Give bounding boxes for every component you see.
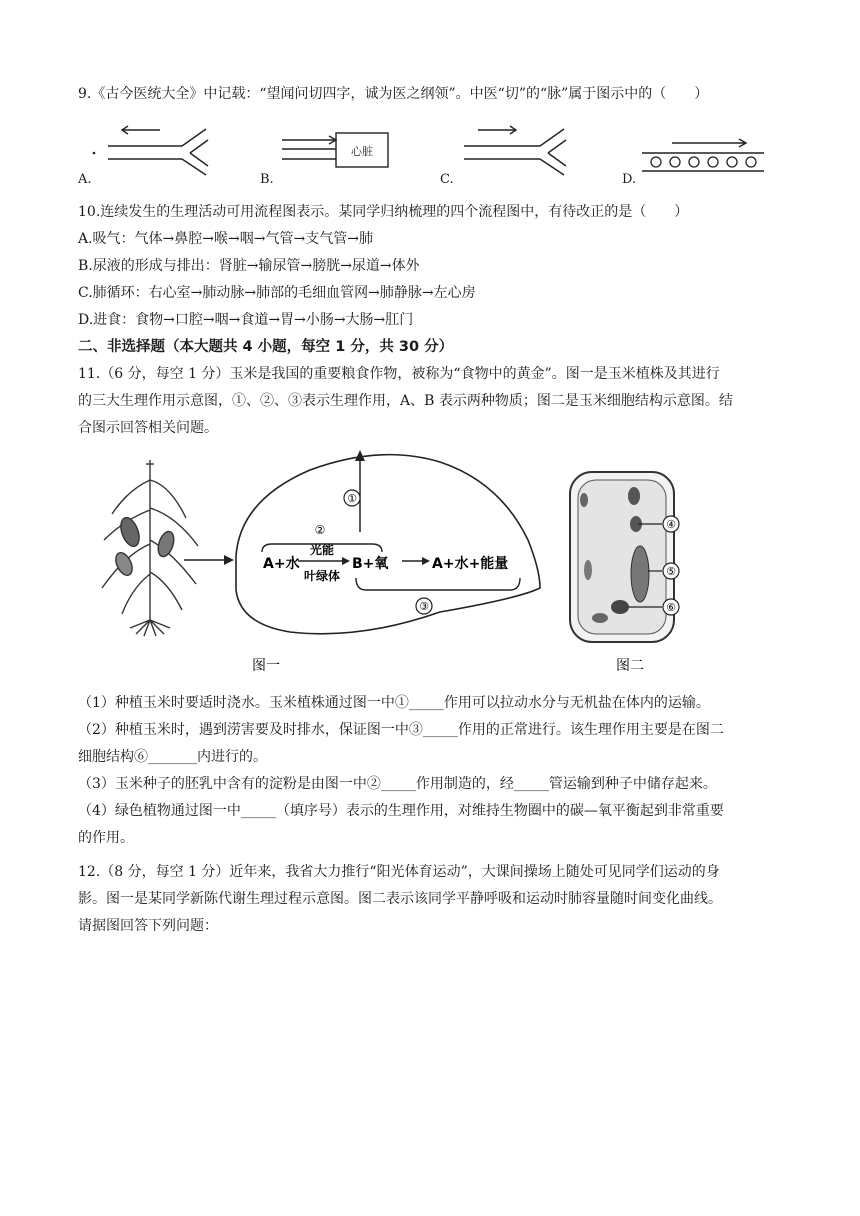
fig1-mark-2: ② [314, 523, 326, 537]
fig1-condition-bottom: 叶绿体 [303, 569, 341, 583]
corn-plant-illustration [102, 460, 198, 636]
fig1-mark-3: ③ [419, 600, 429, 613]
q11-sub3: （3）玉米种子的胚乳中含有的淀粉是由图一中②_____作用制造的，经_____管运输到种子中储存起来。 [78, 776, 717, 792]
q11-sub2-line1: （2）种植玉米时，遇到涝害要及时排水，保证图一中③_____作用的正常进行。该生理作用主要是在图二 [78, 722, 724, 738]
q11-sub2-line2: 细胞结构⑥_______内进行的。 [78, 749, 267, 765]
q11-sub1: （1）种植玉米时要适时浇水。玉米植株通过图一中①_____作用可以拉动水分与无机盐在体内的运输。 [78, 695, 710, 711]
fig1-result: A+水+能量 [432, 556, 509, 572]
fig1-condition-top: 光能 [309, 543, 335, 557]
q12-intro-1: 12.（8 分，每空 1 分）近年来，我省大力推行“阳光体育运动”，大课间操场上随处可见同学们运动的身 [78, 864, 720, 880]
fig2-mark-5: ⑤ [666, 565, 676, 578]
fig2-caption: 图二 [616, 658, 644, 674]
q11-sub4-line2: 的作用。 [78, 830, 134, 846]
q9-option-b-figure [282, 133, 388, 167]
q9-option-b: B. [260, 172, 274, 187]
q11-intro-2: 的三大生理作用示意图，①、②、③表示生理作用，A、B 表示两种物质；图二是玉米细胞结构示意图。结 [78, 393, 733, 409]
q10-option-d: D.进食：食物→口腔→咽→食道→胃→小肠→大肠→肛门 [78, 312, 414, 328]
heart-label: 心脏 [351, 145, 373, 158]
q10-stem: 10.连续发生的生理活动可用流程图表示。某同学归纳梳理的四个流程图中，有待改正的是（ ） [78, 204, 689, 220]
q9-option-d-figure [642, 139, 764, 171]
q12-intro-3: 请据图回答下列问题： [78, 918, 218, 934]
q12-intro-2: 影。图一是某同学新陈代谢生理过程示意图。图二表示该同学平静呼吸和运动时肺容量随时间变化曲线。 [78, 891, 722, 907]
fig1-product: B+氧 [352, 556, 389, 572]
q9-stem: 9.《古今医统大全》中记载：“望闻问切四字，诚为医之纲领”。中医“切”的“脉”属于图示中的（ ） [78, 86, 709, 102]
q9-option-a-figure [93, 126, 208, 175]
fig1-reactant: A+水 [263, 556, 300, 572]
q9-option-d: D. [622, 172, 637, 187]
plant-to-leaf-arrow [184, 555, 234, 565]
q11-intro-3: 合图示回答相关问题。 [78, 420, 218, 436]
q11-figures [0, 440, 860, 690]
respiration-bracket [356, 578, 520, 590]
q9-option-c: C. [440, 172, 454, 187]
q10-option-c: C.肺循环：右心室→肺动脉→肺部的毛细血管网→肺静脉→左心房 [78, 285, 476, 301]
q11-sub4-line1: （4）绿色植物通过图一中_____（填序号）表示的生理作用，对维持生物圈中的碳—氧平衡起到非常重要 [78, 803, 724, 819]
corn-cell-illustration [570, 472, 674, 642]
fig2-mark-6: ⑥ [666, 601, 676, 614]
fig2-mark-4: ④ [666, 518, 676, 531]
q9-figures [0, 115, 860, 195]
q9-option-c-figure [464, 126, 566, 175]
section2-title: 二、非选择题（本大题共 4 小题，每空 1 分，共 30 分） [78, 339, 454, 355]
fig1-mark-1: ① [347, 492, 357, 505]
q9-option-a: A. [78, 172, 92, 187]
q10-option-b: B.尿液的形成与排出：肾脏→输尿管→膀胱→尿道→体外 [78, 258, 420, 274]
q11-intro-1: 11.（6 分，每空 1 分）玉米是我国的重要粮食作物，被称为“食物中的黄金”。图一是玉米植株及其进行 [78, 366, 720, 382]
fig1-caption: 图一 [252, 658, 280, 674]
q10-option-a: A.吸气：气体→鼻腔→喉→咽→气管→支气管→肺 [78, 231, 373, 247]
